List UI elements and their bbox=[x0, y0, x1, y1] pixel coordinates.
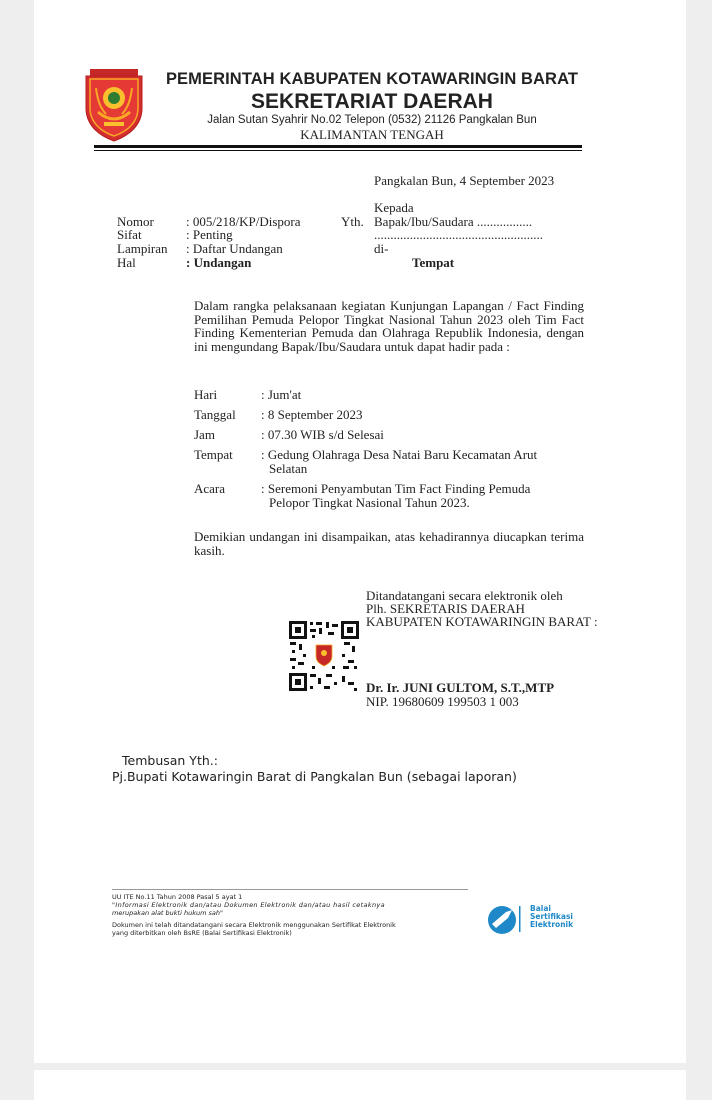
signature-line3: KABUPATEN KOTAWARINGIN BARAT : bbox=[366, 614, 598, 629]
footer-quote-line1: "Informasi Elektronik dan/atau Dokumen Elektronik dan/atau hasil cetaknya bbox=[112, 901, 385, 909]
header-rule-thin bbox=[94, 150, 582, 151]
recipient-line1: Bapak/Ibu/Saudara ................. bbox=[374, 214, 533, 229]
detail-label: Hari bbox=[194, 387, 218, 402]
signature-line1: Ditandatangani secara elektronik oleh bbox=[366, 588, 563, 603]
cc-item: Pj.Bupati Kotawaringin Barat di Pangkalan Bun (sebagai laporan) bbox=[112, 769, 517, 784]
coat-of-arms-logo bbox=[84, 68, 144, 142]
bsre-logo bbox=[486, 904, 586, 934]
detail-value: : 8 September 2023 bbox=[261, 407, 363, 422]
recipient-line2: .................................................... bbox=[374, 227, 543, 242]
meta-label: Lampiran bbox=[117, 241, 168, 256]
signature-qr-code bbox=[288, 620, 360, 692]
meta-label: Nomor bbox=[117, 214, 154, 229]
province: KALIMANTAN TENGAH bbox=[300, 127, 444, 142]
office-title: SEKRETARIAT DAERAH bbox=[251, 90, 493, 113]
signatory-nip: NIP. 19680609 199503 1 003 bbox=[366, 694, 519, 709]
detail-value-cont: Pelopor Tingkat Nasional Tahun 2023. bbox=[269, 495, 470, 510]
footer-note-line2: yang diterbitkan oleh BsRE (Balai Sertifikasi Elektronik) bbox=[112, 929, 292, 937]
recipient-yth: Yth. bbox=[341, 214, 364, 229]
place-date: Pangkalan Bun, 4 September 2023 bbox=[374, 173, 555, 188]
header-rule-thick bbox=[94, 145, 582, 148]
footer-law: UU ITE No.11 Tahun 2008 Pasal 5 ayat 1 bbox=[112, 893, 243, 901]
footer-quote-line2: merupakan alat bukti hukum sah" bbox=[112, 909, 223, 917]
meta-label: Sifat bbox=[117, 227, 142, 242]
bsre-line3: Elektronik bbox=[530, 920, 574, 929]
detail-value: : Jum'at bbox=[261, 387, 302, 402]
recipient-di: di- bbox=[374, 241, 389, 256]
signature-line2: Plh. SEKRETARIS DAERAH bbox=[366, 601, 525, 616]
meta-label: Hal bbox=[117, 255, 136, 270]
recipient-tempat: Tempat bbox=[412, 255, 455, 270]
meta-value: : Daftar Undangan bbox=[186, 241, 283, 256]
detail-label: Tanggal bbox=[194, 407, 236, 422]
detail-value-cont: Selatan bbox=[269, 461, 308, 476]
detail-value: : Gedung Olahraga Desa Natai Baru Kecamatan Arut bbox=[261, 447, 538, 462]
next-page-edge bbox=[34, 1070, 686, 1100]
detail-label: Tempat bbox=[194, 447, 233, 462]
bsre-line1: Balai bbox=[530, 904, 551, 913]
detail-value: : Seremoni Penyambutan Tim Fact Finding Pemuda bbox=[261, 481, 531, 496]
detail-label: Jam bbox=[194, 427, 215, 442]
bsre-line2: Sertifikasi bbox=[530, 912, 573, 921]
signatory-name: Dr. Ir. JUNI GULTOM, S.T.,MTP bbox=[366, 680, 555, 695]
government-title: PEMERINTAH KABUPATEN KOTAWARINGIN BARAT bbox=[165, 70, 579, 88]
intro-paragraph: Dalam rangka pelaksanaan kegiatan Kunjungan Lapangan / Fact Finding Pemilihan Pemuda Pelopor Tingkat Nasional Tahun 2023 oleh Tim Fact Finding Kementerian Pemuda dan Olahraga Republik Indonesia, dengan ini mengundang Bapak/Ibu/Saudara untuk dapat hadir pada : bbox=[194, 298, 584, 354]
bsre-emblem-icon bbox=[486, 904, 522, 934]
footer-divider bbox=[112, 889, 468, 890]
cc-title: Tembusan Yth.: bbox=[122, 753, 218, 768]
office-address: Jalan Sutan Syahrir No.02 Telepon (0532) 21126 Pangkalan Bun bbox=[207, 114, 537, 126]
meta-value: : Penting bbox=[186, 227, 233, 242]
closing-paragraph: Demikian undangan ini disampaikan, atas kehadirannya diucapkan terima kasih. bbox=[194, 529, 584, 558]
meta-value: : 005/218/KP/Dispora bbox=[186, 214, 301, 229]
detail-label: Acara bbox=[194, 481, 226, 496]
footer-note-line1: Dokumen ini telah ditandatangani secara Elektronik menggunakan Sertifikat Elektronik bbox=[112, 921, 396, 929]
meta-value-subject: : Undangan bbox=[186, 255, 252, 270]
recipient-kepada: Kepada bbox=[374, 200, 414, 215]
detail-value: : 07.30 WIB s/d Selesai bbox=[261, 427, 384, 442]
